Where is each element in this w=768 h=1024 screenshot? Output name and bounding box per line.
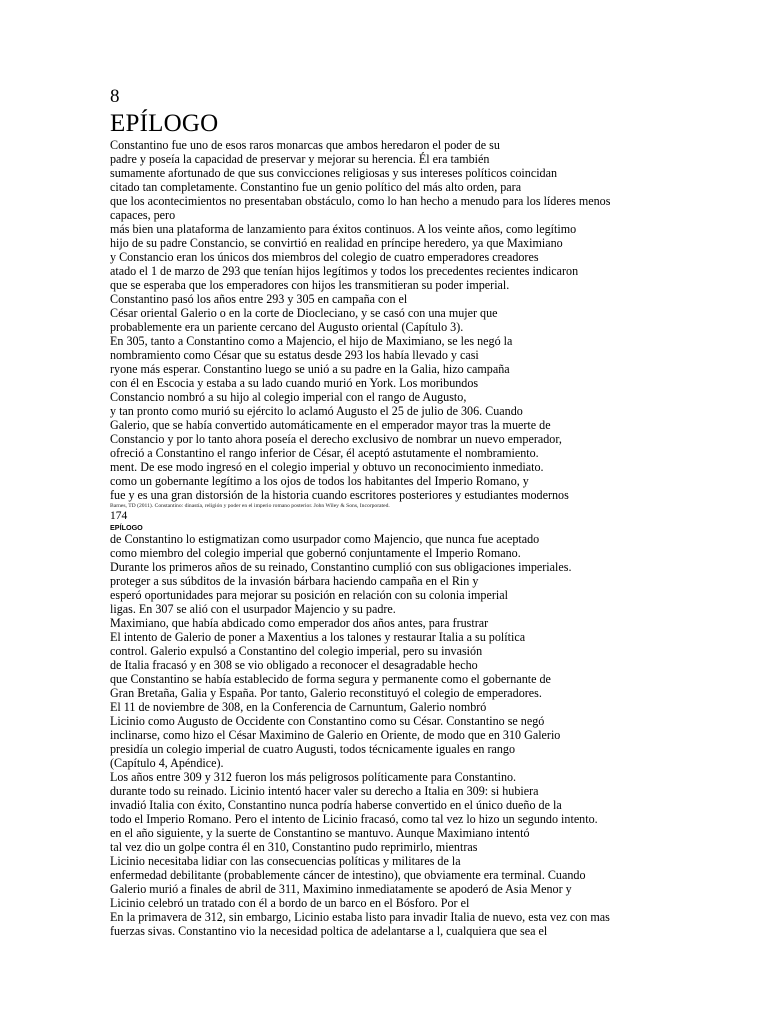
text-line: y tan pronto como murió su ejército lo aclamó Augusto el 25 de julio de 306. Cuando	[110, 404, 523, 418]
text-line: Licinio celebró un tratado con él a bordo de un barco en el Bósforo. Por el	[110, 896, 470, 910]
text-line: enfermedad debilitante (probablemente cáncer de intestino), que obviamente era terminal. Cuando	[110, 868, 586, 882]
text-line: Constancio y por lo tanto ahora poseía el derecho exclusivo de nombrar un nuevo emperador,	[110, 432, 562, 446]
text-line: ofreció a Constantino el rango inferior de César, él aceptó astutamente el nombramiento.	[110, 446, 539, 460]
citation-footer: Barnes, TD (2011). Constantino: dinastía, religión y poder en el imperio romano posterior. John Wiley & Sons, Incorporated.	[110, 503, 390, 509]
body-text-section-2	[110, 532, 650, 938]
text-line: Licinio necesitaba lidiar con las consecuencias políticas y militares de la	[110, 854, 461, 868]
text-line: invadió Italia con éxito, Constantino nunca podría haberse convertido en el único dueño de la	[110, 798, 562, 812]
chapter-title: EPÍLOGO	[110, 110, 219, 137]
text-line: inclinarse, como hizo el César Maximino de Galerio en Oriente, de modo que en 310 Galerio	[110, 728, 561, 742]
text-line: tal vez dio un golpe contra él en 310, Constantino pudo reprimirlo, mientras	[110, 840, 478, 854]
page-number: 174	[110, 510, 128, 522]
running-head: EPÍLOGO	[110, 523, 143, 532]
text-line: atado el 1 de marzo de 293 que tenían hijos legítimos y todos los precedentes recientes indicaron	[110, 264, 579, 278]
text-line: en el año siguiente, y la suerte de Constantino se mantuvo. Aunque Maximiano intentó	[110, 826, 530, 840]
text-line: fue y es una gran distorsión de la historia cuando escritores posteriores y estudiantes modernos	[110, 488, 569, 502]
text-line: fuerzas sivas. Constantino vio la necesidad poltica de adelantarse a l, cualquiera que sea el	[110, 924, 548, 938]
text-line: Licinio como Augusto de Occidente con Constantino como su César. Constantino se negó	[110, 714, 545, 728]
text-line: El 11 de noviembre de 308, en la Conferencia de Carnuntum, Galerio nombró	[110, 700, 487, 714]
body-text-section-1	[110, 138, 650, 502]
text-line: Galerio, que se había convertido automáticamente en el emperador mayor tras la muerte de	[110, 418, 551, 432]
text-line: (Capítulo 4, Apéndice).	[110, 756, 224, 770]
chapter-number: 8	[110, 86, 120, 107]
text-line: hijo de su padre Constancio, se convirtió en realidad en príncipe heredero, ya que Maximiano	[110, 236, 563, 250]
text-line: proteger a sus súbditos de la invasión bárbara haciendo campaña en el Rin y	[110, 574, 479, 588]
text-line: que Constantino se había establecido de forma segura y permanente como el gobernante de	[110, 672, 551, 686]
text-line: que los acontecimientos no presentaban obstáculo, como lo han hecho a menudo para los líderes menos	[110, 194, 611, 208]
text-line: Constantino fue uno de esos raros monarcas que ambos heredaron el poder de su	[110, 138, 500, 152]
text-line: esperó oportunidades para mejorar su posición en relación con su colonia imperial	[110, 588, 508, 602]
text-line: ryone más esperar. Constantino luego se unió a su padre en la Galia, hizo campaña	[110, 362, 510, 376]
text-line: El intento de Galerio de poner a Maxentius a los talones y restaurar Italia a su política	[110, 630, 526, 644]
text-line: de Italia fracasó y en 308 se vio obligado a reconocer el desagradable hecho	[110, 658, 478, 672]
text-line: Constancio nombró a su hijo al colegio imperial con el rango de Augusto,	[110, 390, 467, 404]
text-line: capaces, pero	[110, 208, 176, 222]
text-line: presidía un colegio imperial de cuatro Augusti, todos técnicamente iguales en rango	[110, 742, 516, 756]
text-line: sumamente afortunado de que sus convicciones religiosas y sus intereses políticos coincidan	[110, 166, 558, 180]
text-line: como un gobernante legítimo a los ojos de todos los habitantes del Imperio Romano, y	[110, 474, 529, 488]
text-line: Galerio murió a finales de abril de 311, Maximino inmediatamente se apoderó de Asia Menor y	[110, 882, 572, 896]
text-line: ment. De ese modo ingresó en el colegio imperial y obtuvo un reconocimiento inmediato.	[110, 460, 544, 474]
text-line: citado tan completamente. Constantino fue un genio político del más alto orden, para	[110, 180, 522, 194]
text-line: Durante los primeros años de su reinado, Constantino cumplió con sus obligaciones imperiales.	[110, 560, 572, 574]
text-line: Gran Bretaña, Galia y España. Por tanto, Galerio reconstituyó el colegio de emperadores.	[110, 686, 542, 700]
text-line: probablemente era un pariente cercano del Augusto oriental (Capítulo 3).	[110, 320, 464, 334]
text-line: durante todo su reinado. Licinio intentó hacer valer su derecho a Italia en 309: si hubiera	[110, 784, 539, 798]
text-line: todo el Imperio Romano. Pero el intento de Licinio fracasó, como tal vez lo hizo un segundo intento.	[110, 812, 598, 826]
text-line: que se esperaba que los emperadores con hijos les transmitieran su poder imperial.	[110, 278, 510, 292]
text-line: Constantino pasó los años entre 293 y 305 en campaña con el	[110, 292, 408, 306]
text-line: nombramiento como César que su estatus desde 293 los había llevado y casi	[110, 348, 479, 362]
text-line: Maximiano, que había abdicado como emperador dos años antes, para frustrar	[110, 616, 489, 630]
text-line: y Constancio eran los únicos dos miembros del colegio de cuatro emperadores creadores	[110, 250, 539, 264]
text-line: Los años entre 309 y 312 fueron los más peligrosos políticamente para Constantino.	[110, 770, 517, 784]
document-page	[110, 86, 650, 938]
text-line: de Constantino lo estigmatizan como usurpador como Majencio, que nunca fue aceptado	[110, 532, 540, 546]
text-line: padre y poseía la capacidad de preservar y mejorar su herencia. Él era también	[110, 152, 490, 166]
text-line: César oriental Galerio o en la corte de Diocleciano, y se casó con una mujer que	[110, 306, 498, 320]
text-line: En 305, tanto a Constantino como a Majencio, el hijo de Maximiano, se les negó la	[110, 334, 513, 348]
text-line: como miembro del colegio imperial que gobernó conjuntamente el Imperio Romano.	[110, 546, 521, 560]
text-line: con él en Escocia y estaba a su lado cuando murió en York. Los moribundos	[110, 376, 479, 390]
text-line: En la primavera de 312, sin embargo, Licinio estaba listo para invadir Italia de nuevo, esta vez con mas	[110, 910, 610, 924]
text-line: ligas. En 307 se alió con el usurpador Majencio y su padre.	[110, 602, 396, 616]
text-line: más bien una plataforma de lanzamiento para éxitos continuos. A los veinte años, como legítimo	[110, 222, 577, 236]
text-line: control. Galerio expulsó a Constantino del colegio imperial, pero su invasión	[110, 644, 483, 658]
